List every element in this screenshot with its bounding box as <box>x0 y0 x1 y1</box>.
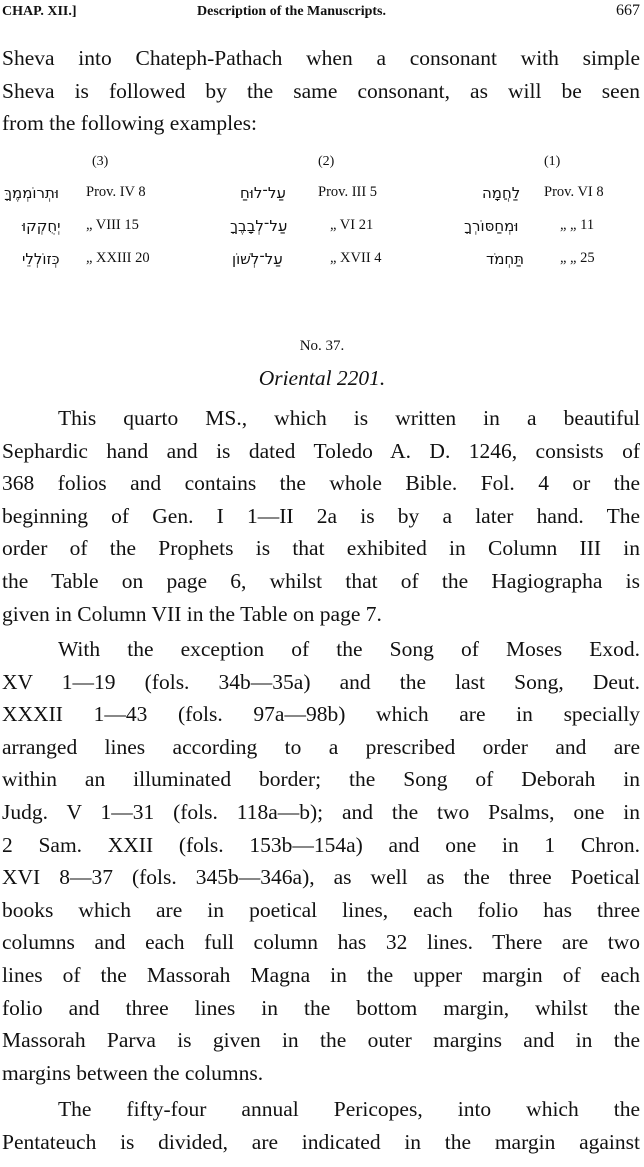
example-row <box>0 217 644 247</box>
hebrew-word: וּמְחַסּוֹרְךָ <box>464 217 519 235</box>
hebrew-word: וּתְרוֹמְמֶךָּ <box>4 184 59 202</box>
text-line: within an illuminated border; the Song of Deborah in <box>2 767 640 792</box>
text-line: arranged lines according to a prescribed order and are <box>2 734 640 759</box>
text-line: margins between the columns. <box>2 1060 264 1085</box>
text-line: folio and three lines in the bottom margin, whilst the <box>2 995 640 1020</box>
text-line: 368 folios and contains the whole Bible. Fol. 4 or the <box>2 471 640 496</box>
text-line: Judg. V 1—31 (fols. 118a—b); and the two Psalms, one in <box>2 799 640 824</box>
column-header-2: (2) <box>318 154 335 169</box>
text-line: Pentateuch is divided, are indicated in the margin against <box>2 1129 640 1154</box>
hebrew-word: עַל־לוּחַ <box>240 184 286 202</box>
text-line: XV 1—19 (fols. 34b—35a) and the last Song, Deut. <box>2 669 640 694</box>
text-line: books which are in poetical lines, each folio has three <box>2 897 640 922</box>
hebrew-word: עַל־לְשׁוֹן <box>232 250 283 268</box>
text-line: lines of the Massorah Magna in the upper margin of each <box>2 962 640 987</box>
reference: „ XVII 4 <box>330 250 382 266</box>
reference: Prov. VI 8 <box>544 184 604 200</box>
section-title: Oriental 2201. <box>258 366 386 390</box>
text-line: order of the Prophets is that exhibited in Column III in <box>2 536 640 561</box>
column-header-1: (1) <box>544 154 561 169</box>
paragraph-2 <box>2 633 640 1089</box>
text-line: given in Column VII in the Table on page 7. <box>2 601 382 626</box>
text-line: XVI 8—37 (fols. 345b—346a), as well as the three Poetical <box>2 865 640 890</box>
reference: „ „ 25 <box>560 250 595 266</box>
reference: „ XXIII 20 <box>86 250 150 266</box>
example-row <box>0 250 644 280</box>
paragraph-1 <box>2 402 640 630</box>
section-number: No. 37. <box>299 338 345 354</box>
text-line: the Table on page 6, whilst that of the Hagiographa is <box>2 568 640 593</box>
text-line: from the following examples: <box>2 111 257 136</box>
hebrew-word: תַּחְמֹד <box>486 250 525 268</box>
text-line: columns and each full column has 32 lines. There are two <box>2 930 640 955</box>
text-line: Sheva is followed by the same consonant, as will be seen <box>2 78 640 103</box>
example-row <box>0 184 644 214</box>
text-line: Massorah Parva is given in the outer margins and in the <box>2 1028 640 1053</box>
text-line: beginning of Gen. I 1—II 2a is by a later hand. The <box>2 503 640 528</box>
running-header <box>0 0 644 28</box>
intro-paragraph <box>2 42 640 140</box>
hebrew-word: יְחֻקְקוּ <box>22 217 61 235</box>
text-line: 2 Sam. XXII (fols. 153b—154a) and one in 1 Chron. <box>2 832 640 857</box>
text-line: With the exception of the Song of Moses Exod. <box>58 637 640 661</box>
text-line: Sephardic hand and is dated Toledo A. D. 1246, consists of <box>2 438 640 463</box>
text-line: This quarto MS., which is written in a beautiful <box>58 406 640 430</box>
page-number: 667 <box>616 2 640 19</box>
reference: Prov. IV 8 <box>86 184 146 200</box>
hebrew-word: עַל־לְבָבֶךָ <box>230 217 288 235</box>
hebrew-word: כְּזוֹלְלֵי <box>22 250 60 268</box>
text-line: The fifty-four annual Pericopes, into which the <box>58 1097 640 1121</box>
paragraph-3 <box>2 1093 640 1158</box>
column-header-3: (3) <box>92 154 109 169</box>
hebrew-word: לַחֲמָה <box>482 184 521 202</box>
reference: „ „ 11 <box>560 217 595 233</box>
running-title: Description of the Manuscripts. <box>197 4 386 19</box>
chapter-label: CHAP. XII.] <box>2 4 77 19</box>
reference: Prov. III 5 <box>318 184 378 200</box>
reference: „ VI 21 <box>330 217 374 233</box>
text-line: Sheva into Chateph-Pathach when a consonant with simple <box>2 46 640 70</box>
text-line: XXXII 1—43 (fols. 97a—98b) which are in specially <box>2 702 640 727</box>
reference: „ VIII 15 <box>86 217 139 233</box>
